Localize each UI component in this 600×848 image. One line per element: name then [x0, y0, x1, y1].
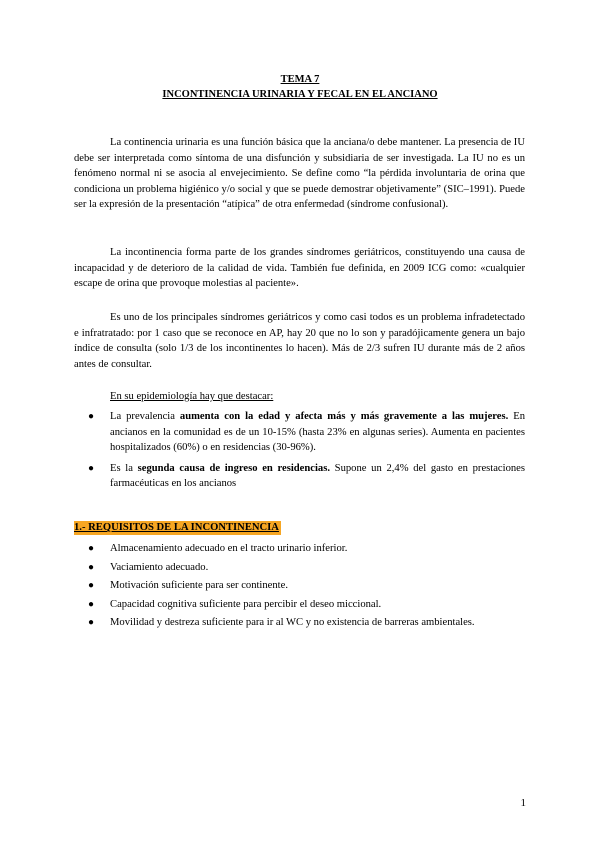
bullet-text: En ancianos en la comunidad es de un 10-15% (hasta 23% en algunas series). Aumenta en pacientes hospitalizados (60%) o en residencias (30-96%). — [110, 411, 525, 453]
bullet-icon: ● — [88, 462, 95, 474]
list-item — [74, 597, 525, 613]
list-item — [74, 578, 525, 594]
list-item — [74, 615, 525, 631]
bullet-icon: ● — [88, 411, 95, 422]
document-title: TEMA 7 — [280, 74, 320, 85]
list-item-text: Capacidad cognitiva suficiente para percibir el deseo miccional. — [110, 598, 382, 610]
requisitos-list — [74, 541, 525, 634]
list-item-text: Motivación suficiente para ser continente. — [110, 580, 288, 591]
paragraph-2-text: La incontinencia forma parte de los grandes síndromes geriátricos, constituyendo una causa de incapacidad y de deterioro de la calidad de vida. También fue definida, en 2009 ICG como: «cualquier escape de orina que provoque molestias al paciente». — [74, 247, 525, 289]
list-item — [74, 461, 525, 492]
document-subtitle: INCONTINENCIA URINARIA Y FECAL EN EL ANCIANO — [162, 89, 438, 100]
list-item — [74, 541, 525, 557]
epidemiology-list — [74, 409, 525, 497]
list-item-text: Almacenamiento adecuado en el tracto urinario inferior. — [110, 543, 348, 554]
section-heading-requisitos: 1.- REQUISITOS DE LA INCONTINENCIA — [74, 522, 279, 533]
bullet-icon: ● — [88, 543, 95, 554]
bullet-text: Es la — [110, 462, 138, 474]
paragraph-3 — [74, 310, 525, 372]
bullet-bold-text: aumenta con la edad y afecta más y más gravemente a las mujeres. — [179, 411, 509, 422]
paragraph-1-text: La continencia urinaria es una función básica que la anciana/o debe mantener. La presencia de IU debe ser interpretada como síntoma de una disfunción y subsidiaria de ser investigada. La IU no es un fenómeno normal ni se asocia al envejecimiento. Se define como “la pérdida involuntaria de orina que condiciona un problema higiénico y/o social y que se puede demostrar objetivamente” (SIC–1991). Puede ser la expresión de la presentación “atípica” de otra enfermedad (síndrome confusional). — [74, 137, 525, 210]
paragraph-3-text: Es uno de los principales síndromes geriátricos y como casi todos es un problema infradetectado e infratratado: por 1 caso que se reconoce en AP, hay 20 que no lo son y paradójicamente genera un bajo índice de consulta (solo 1/3 de los incontinentes lo hacen). Más de 2/3 sufren IU durante más de 2 años antes de consultar. — [74, 312, 525, 370]
bullet-bold-text: segunda causa de ingreso en residencias. — [137, 462, 330, 474]
page-number: 1 — [520, 797, 526, 809]
list-item — [74, 560, 525, 576]
bullet-icon: ● — [88, 598, 95, 610]
bullet-icon: ● — [88, 580, 95, 591]
bullet-text: Supone un 2,4% del gasto en prestaciones farmacéuticas en los ancianos — [110, 462, 525, 489]
bullet-text: La prevalencia — [110, 411, 180, 422]
paragraph-2 — [74, 245, 525, 292]
list-item-text: Movilidad y destreza suficiente para ir al WC y no existencia de barreras ambientales. — [110, 617, 475, 628]
epidemiology-heading: En su epidemiología hay que destacar: — [110, 391, 274, 402]
list-item-text: Vaciamiento adecuado. — [110, 561, 209, 573]
bullet-icon: ● — [88, 561, 95, 573]
list-item — [74, 409, 525, 456]
bullet-icon: ● — [88, 617, 95, 628]
paragraph-1 — [74, 135, 525, 213]
